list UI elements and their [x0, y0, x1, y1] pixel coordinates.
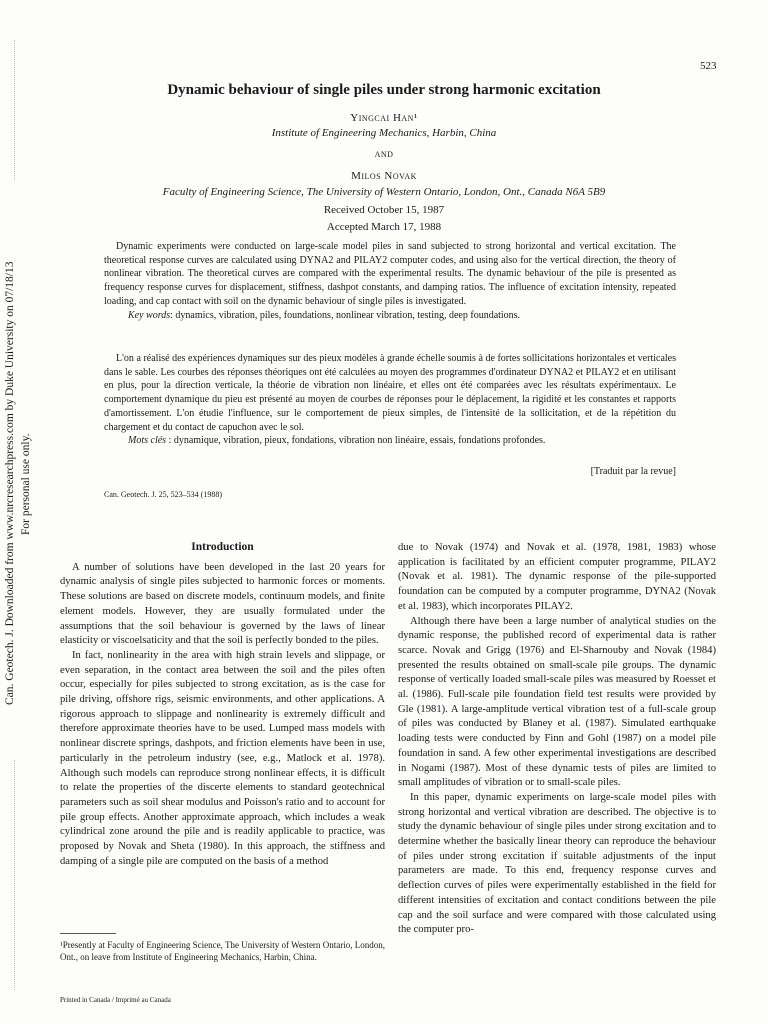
footnote-rule: [60, 933, 116, 934]
watermark-line-2: For personal use only.: [20, 433, 32, 535]
right-paragraph-3: In this paper, dynamic experiments on large-scale model piles with strong horizontal and vertical vibration are described. The objective is to study the dynamic behaviour of single piles under strong excitation and to determine whether the basically linear theory can reproduce the behaviour of piles under strong excitation if suitable adjustments of the input parameters are made. To this end, frequency response curves and deflection curves of piles were experimentally established in the field for different intensities of excitation and contact conditions between the pile cap and the soil surface and were compared with those calculated using the computer pro-: [398, 791, 716, 936]
footnote: ¹Presently at Faculty of Engineering Science, The University of Western Ontario, London, Ont., on leave from Institute of Engineering Mechanics, Harbin, China.: [60, 940, 385, 962]
watermark-line-1: Can. Geotech. J. Downloaded from www.nrcresearchpress.com by Duke University on 07/18/13: [4, 261, 16, 705]
and-separator: AND: [374, 150, 394, 159]
received-date: Received October 15, 1987: [323, 204, 445, 216]
journal-citation: Can. Geotech. J. 25, 523–534 (1988): [104, 490, 222, 499]
abstract-french: [104, 352, 676, 448]
abstract-english: [104, 240, 676, 322]
paper-title: Dynamic behaviour of single piles under strong harmonic excitation: [167, 82, 601, 98]
affiliation-1: Institute of Engineering Mechanics, Harbin, China: [271, 127, 497, 139]
left-column: [60, 540, 385, 869]
section-heading-introduction: Introduction: [191, 541, 254, 553]
keywords-english: [104, 309, 676, 323]
keywords-label: Key words: [128, 309, 171, 321]
keywords-list: : dynamics, vibration, piles, foundations, nonlinear vibration, testing, deep foundations.: [170, 309, 521, 321]
intro-paragraph-1: A number of solutions have been developed in the last 20 years for dynamic analysis of single piles subjected to harmonic forces or moments. These solutions are based on discrete models, continuum models, and finite element models. However, they are usually formulated under the assumptions that the soil behaviour is governed by the laws of linear elasticity or viscoelsaticity and that the soil is perfectly bonded to the piles.: [60, 561, 385, 647]
abstract-french-text: L'on a réalisé des expériences dynamiques sur des pieux modèles à grande échelle soumis à de fortes sollicitations horizontales et verticales dans le sable. Les courbes des réponses théoriques ont été calculées au moyen des programmes d'ordinateur DYNA2 et PILAY2 et en utilisant en plus, pour la direction verticale, la théorie de vibration non linéaire, et elles ont été comparées avec les résultats expérimentaux. Le comportement dynamique du pieu est présenté au moyen de courbes de réponses pour le déplacement, la rigidité et les constantes et rapports d'amortissement. L'on étudie l'influence, sur le comportement de pieux simples, de l'intensité de la sollicitation, et de la répétition du chargement et du contact de capuchon avec le sol.: [104, 353, 676, 433]
printed-in-canada: Printed in Canada / Imprimé au Canada: [60, 996, 171, 1004]
download-watermark: [2, 205, 38, 705]
margin-dotted-line-lower: [14, 760, 15, 990]
author-1: Yingcai Han¹: [350, 112, 418, 124]
translation-note: [Traduit par la revue]: [590, 466, 676, 477]
right-paragraph-2: Although there have been a large number of analytical studies on the dynamic response, the published record of experimental data is rather scarce. Novak and Grigg (1976) and El-Sharnouby and Novak (1984) presented the results obtained on small-scale pile groups. The dynamic response of vertically loaded small-scale piles was measured by Roesset et al. (1986). Full-scale pile foundation field test results were provided by Gle (1981). A large-amplitude vertical vibration test of a full-scale group of piles was conducted by Blaney et al. (1987). Simulated earthquake loading tests were conducted by Finn and Gohl (1987) on a model pile foundation in sand. A few other experimental investigations are described in Nogami (1987). Most of these dynamic tests of piles are limited to small amplitudes of vibration or to small-scale piles.: [398, 615, 716, 789]
mots-cles-list: : dynamique, vibration, pieux, fondations, vibration non linéaire, essais, fondations profondes.: [166, 435, 546, 447]
accepted-date: Accepted March 17, 1988: [326, 221, 442, 233]
author-2: Milos Novak: [351, 170, 417, 182]
margin-dotted-line: [14, 40, 15, 180]
page-number: 523: [700, 60, 717, 72]
abstract-english-text: Dynamic experiments were conducted on large-scale model piles in sand subjected to strong horizontal and vertical excitation. The theoretical response curves are calculated using DYNA2 and PILAY2 computer codes, and using also for the vertical direction, the theory of nonlinear vibration. The theoretical curves are compared with the experimental results. The dynamic behaviour of the pile is presented as frequency response curves for displacement, stiffness, dashpot constants, and damping ratios. The influence of excitation intensity, repeated loading, and cap contact with soil on the dynamic behaviour of single piles is investigated.: [104, 241, 676, 307]
intro-paragraph-2: In fact, nonlinearity in the area with high strain levels and slippage, or even separation, in the contact area between the soil and the piles often occur, especially for piles subjected to strong excitation, as is the case for pile driving, offshore rigs, seismic environments, and other applications. A rigorous approach to slippage and nonlinearity is extremely difficult and therefore approximate theories have to be used. Lumped mass models with nonlinear discrete springs, dashpots, and friction elements have been in use, particularly in the petroleum industry (see, e.g., Matlock et al. 1978). Although such models can reproduce strong nonlinear effects, it is difficult to relate the properties of the discerte elements to standard geotechnical parameters such as soil shear modulus and Poisson's ratio and to account for pile group effects. Another approximate approach, which includes a weak cylindrical zone around the pile and is readily applicable to practice, was proposed by Novak and Sheta (1980). In this approach, the stiffness and damping of a single pile are computed on the basis of a method: [60, 649, 385, 867]
right-paragraph-1: due to Novak (1974) and Novak et al. (1978, 1981, 1983) whose application is facilitated by an efficient computer programme, PILAY2 (Novak et al. 1981). The dynamic response of the pile-supported foundation can be computed by a computer programme, DYNA2 (Novak et al. 1983), which incorporates PILAY2.: [398, 542, 716, 612]
right-column: [398, 541, 716, 938]
affiliation-2: Faculty of Engineering Science, The University of Western Ontario, London, Ont., Canada N6A 5B9: [162, 186, 606, 198]
keywords-french: [104, 434, 676, 448]
mots-cles-label: Mots clés: [128, 435, 167, 447]
